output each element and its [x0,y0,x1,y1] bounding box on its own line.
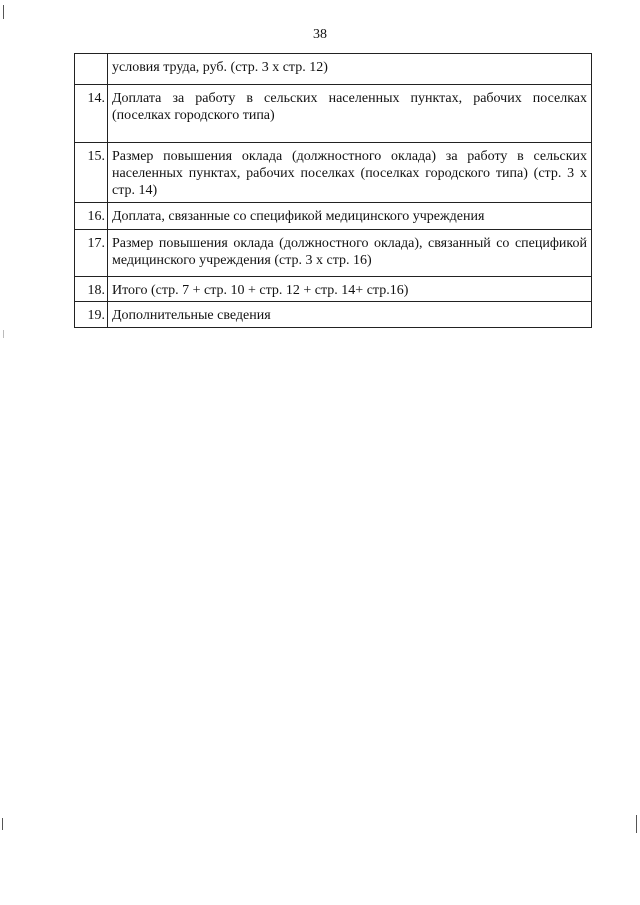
row-description: Размер повышения оклада (должностного оклада), связанный со спецификой медицинского учреждения (стр. 3 х стр. 16) [108,230,592,277]
scan-edge-mark [3,5,4,19]
row-description: Доплата, связанные со спецификой медицинского учреждения [108,203,592,230]
page-number: 38 [313,27,327,42]
row-number: 14. [75,85,108,143]
table-row [75,54,592,85]
row-description: условия труда, руб. (стр. 3 х стр. 12) [108,54,592,85]
row-number [75,54,108,85]
table-row [75,277,592,302]
row-description: Доплата за работу в сельских населенных пунктах, рабочих поселках (поселках городского типа) [108,85,592,143]
table-row [75,302,592,328]
row-description: Дополнительные сведения [108,302,592,328]
row-number: 17. [75,230,108,277]
indicator-table [74,53,592,328]
table-row [75,203,592,230]
table-row [75,230,592,277]
scan-edge-mark [636,815,637,833]
row-description: Размер повышения оклада (должностного оклада) за работу в сельских населенных пунктах, рабочих поселках (поселках городского типа) (стр. 3 х стр. 14) [108,143,592,203]
scan-edge-mark [2,818,3,830]
scan-edge-mark [3,330,4,338]
row-number: 19. [75,302,108,328]
table-row [75,85,592,143]
row-number: 18. [75,277,108,302]
row-number: 16. [75,203,108,230]
table-row [75,143,592,203]
row-description: Итого (стр. 7 + стр. 10 + стр. 12 + стр. 14+ стр.16) [108,277,592,302]
row-number: 15. [75,143,108,203]
